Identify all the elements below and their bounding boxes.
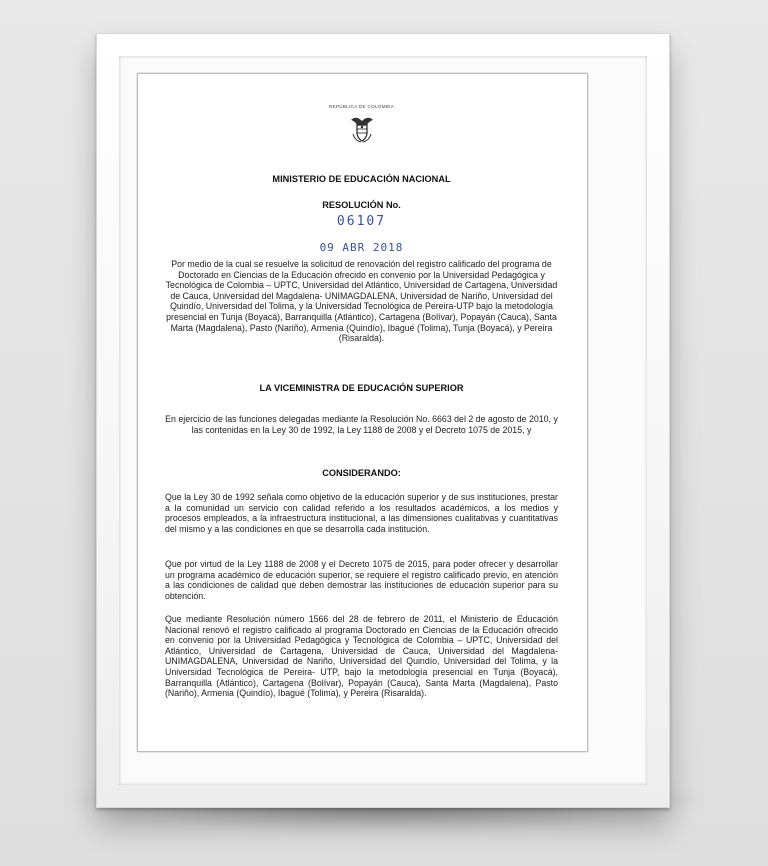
resolution-date-stamp: 09 ABR 2018 (319, 241, 404, 254)
considerando-paragraph-2: Que por virtud de la Ley 1188 de 2008 y el Decreto 1075 de 2015, para poder ofrecer y desarrollar un programa académico de educación superior, se requiere el registro calificado previo, en atención a las condiciones de calidad que deben demostrar las instituciones de educación superior para su obtención. (165, 559, 558, 601)
republic-header: REPÚBLICA DE COLOMBIA (328, 104, 395, 109)
document-page (137, 73, 588, 752)
resolution-label: RESOLUCIÓN No. (322, 200, 401, 210)
considerando-paragraph-1: Que la Ley 30 de 1992 señala como objetivo de la educación superior y de sus instituciones, prestar a la comunidad un servicio con calidad referido a los resultados académicos, a los medios y procesos empleados, a la infraestructura institucional, a las dimensiones cualitativas y cuantitativas del mismo y a las condiciones en que se desarrolla cada institución. (165, 492, 558, 534)
resolution-subject: Por medio de la cual se resuelve la solicitud de renovación del registro calificado del programa de Doctorado en Ciencias de la Educación ofrecido en convenio por la Universidad Pedagógica y Tecnológica de Colombia – UPTC, Universidad del Atlántico, Universidad de Cartagena, Universidad de Cauca, Universidad del Magdalena- UNIMAGDALENA, Universidad de Nariño, Universidad del Quindío, Universidad del Tolima, y la Universidad Tecnológica de Pereira-UTP bajo la metodología presencial en Tunja (Boyacá), Barranquilla (Atlántico), Cartagena (Bolívar), Popayán (Cauca), Santa Marta (Magdalena), Pasto (Nariño), Armenia (Quindío), Ibagué (Tolima), Tunja (Boyacá), y Pereira (Risaralda). (165, 259, 558, 344)
exercise-of-functions: En ejercicio de las funciones delegadas mediante la Resolución No. 6663 del 2 de agosto de 2010, y las contenidas en la Ley 30 de 1992, la Ley 1188 de 2008 y el Decreto 1075 de 2015, y (165, 414, 558, 435)
ministry-title: MINISTERIO DE EDUCACIÓN NACIONAL (272, 174, 451, 184)
vice-minister-heading: LA VICEMINISTRA DE EDUCACIÓN SUPERIOR (259, 383, 464, 393)
resolution-number-stamp: 06107 (336, 214, 387, 229)
coat-of-arms-icon (347, 114, 377, 144)
considerando-paragraph-3: Que mediante Resolución número 1566 del 28 de febrero de 2011, el Ministerio de Educación Nacional renovó el registro calificado al programa Doctorado en Ciencias de la Educación ofrecido en convenio por la Universidad Pedagógica y Tecnológica de Colombia – UPTC, Universidad del Atlántico, Universidad de Cartagena, Universidad de Cauca, Universidad del Magdalena- UNIMAGDALENA, Universidad de Nariño, Universidad del Quindío, Universidad del Tolima, y la Universidad Tecnológica de Pereira- UTP, bajo la metodología presencial en Tunja (Boyacá), Barranquilla (Atlántico), Cartagena (Bolívar), Popayán (Cauca), Santa Marta (Magdalena), Pasto (Nariño), Armenia (Quindío), Ibagué (Tolima), y Pereira (Risaralda). (165, 614, 558, 699)
picture-frame (96, 33, 670, 808)
considerando-heading: CONSIDERANDO: (322, 468, 401, 478)
